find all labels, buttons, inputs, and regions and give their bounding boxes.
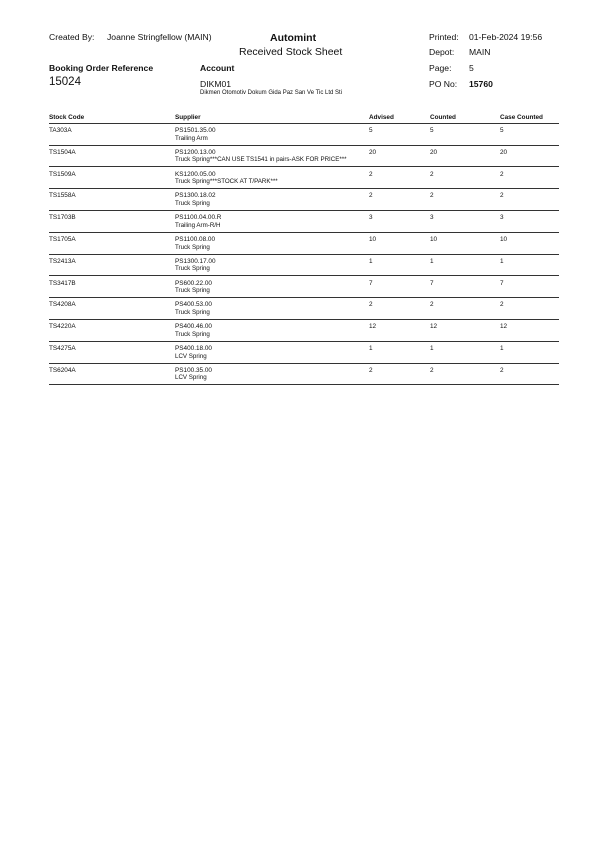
counted-cell: 10 (430, 236, 438, 243)
case-counted-cell: 2 (500, 170, 504, 178)
case-counted-cell: 5 (500, 127, 504, 134)
col-advised: Advised (369, 114, 394, 121)
page-label: Page: (429, 63, 452, 73)
booking-ref-value: 15024 (49, 76, 81, 88)
col-counted: Counted (430, 114, 456, 121)
case-counted-cell: 2 (500, 366, 504, 374)
description-cell: Truck Spring (175, 265, 210, 273)
stock-code-cell: TS1705A (49, 236, 76, 243)
account-name: Dikmen Otomotiv Dokum Gida Paz San Ve Tic Ltd Sti (200, 90, 343, 96)
stock-code-cell: TS1558A (49, 192, 76, 200)
case-counted-cell: 2 (500, 301, 504, 309)
created-by-label: Created By: (49, 32, 95, 42)
description-cell: Truck Spring (175, 287, 210, 295)
depot-value: MAIN (469, 47, 491, 57)
description-cell: Truck Spring (175, 330, 210, 338)
supplier-code-cell: PS1200.13.00 (175, 148, 216, 156)
account-label: Account (200, 63, 235, 73)
col-stock-code: Stock Code (49, 114, 85, 121)
description-cell: Truck Spring (175, 243, 210, 251)
advised-cell: 1 (369, 257, 373, 265)
po-label: PO No: (429, 79, 458, 89)
row-divider (49, 210, 559, 211)
printed-label: Printed: (429, 32, 459, 42)
description-cell: Truck Spring***STOCK AT T/PARK*** (175, 178, 278, 186)
advised-cell: 12 (369, 323, 377, 331)
advised-cell: 2 (369, 170, 373, 178)
row-divider (49, 297, 559, 298)
supplier-code-cell: KS1200.05.00 (175, 170, 216, 178)
supplier-code-cell: PS400.18.00 (175, 345, 212, 352)
header-divider (49, 123, 559, 124)
row-divider (49, 363, 559, 364)
stock-code-cell: TS3417B (49, 279, 76, 287)
case-counted-cell: 7 (500, 279, 504, 287)
row-divider (49, 166, 559, 167)
stock-code-cell: TS6204A (49, 366, 76, 374)
row-divider (49, 275, 559, 276)
supplier-code-cell: PS400.53.00 (175, 301, 212, 309)
printed-value: 01-Feb-2024 19:56 (469, 32, 543, 42)
counted-cell: 3 (430, 214, 434, 222)
company-name: Automint (270, 32, 317, 44)
stock-code-cell: TS4208A (49, 301, 76, 309)
counted-cell: 20 (430, 148, 438, 156)
description-cell: Truck Spring***CAN USE TS1541 in pairs-ASK FOR PRICE*** (175, 156, 347, 164)
description-cell: Truck Spring (175, 308, 210, 316)
case-counted-cell: 12 (500, 323, 508, 331)
row-divider (49, 188, 559, 189)
supplier-code-cell: PS600.22.00 (175, 279, 212, 287)
supplier-code-cell: PS1300.17.00 (175, 257, 216, 265)
case-counted-cell: 1 (500, 345, 504, 352)
supplier-code-cell: PS1100.04.00.R (175, 214, 222, 222)
stock-code-cell: TS2413A (49, 257, 76, 265)
counted-cell: 2 (430, 301, 434, 309)
supplier-code-cell: PS1100.08.00 (175, 236, 216, 243)
supplier-code-cell: PS100.35.00 (175, 366, 212, 374)
row-divider (49, 145, 559, 146)
supplier-code-cell: PS1501.35.00 (175, 127, 216, 134)
stock-code-cell: TS1509A (49, 170, 76, 178)
supplier-code-cell: PS400.46.00 (175, 323, 212, 331)
advised-cell: 7 (369, 279, 373, 287)
counted-cell: 2 (430, 366, 434, 374)
po-value: 15760 (469, 79, 493, 89)
case-counted-cell: 20 (500, 148, 508, 156)
advised-cell: 5 (369, 127, 373, 134)
advised-cell: 2 (369, 366, 373, 374)
case-counted-cell: 1 (500, 257, 504, 265)
col-case-counted: Case Counted (500, 114, 543, 121)
description-cell: Truck Spring (175, 199, 210, 207)
stock-code-cell: TS1703B (49, 214, 76, 222)
counted-cell: 12 (430, 323, 438, 331)
account-code: DIKM01 (200, 79, 232, 89)
advised-cell: 1 (369, 345, 373, 352)
advised-cell: 3 (369, 214, 373, 222)
stock-code-cell: TA303A (49, 127, 72, 134)
row-divider (49, 319, 559, 320)
row-divider (49, 232, 559, 233)
stock-code-cell: TS4275A (49, 345, 76, 352)
supplier-code-cell: PS1300.18.02 (175, 192, 216, 200)
stock-code-cell: TS4220A (49, 323, 76, 331)
col-supplier: Supplier (175, 114, 201, 121)
booking-ref-label: Booking Order Reference (49, 63, 154, 73)
counted-cell: 7 (430, 279, 434, 287)
counted-cell: 1 (430, 345, 434, 352)
row-divider (49, 341, 559, 342)
case-counted-cell: 10 (500, 236, 508, 243)
stock-code-cell: TS1504A (49, 148, 76, 156)
page-value: 5 (469, 63, 474, 73)
description-cell: Trailing Arm (175, 134, 208, 142)
case-counted-cell: 2 (500, 192, 504, 200)
description-cell: Trailing Arm-R/H (175, 221, 221, 229)
advised-cell: 10 (369, 236, 377, 243)
counted-cell: 5 (430, 127, 434, 134)
advised-cell: 2 (369, 301, 373, 309)
counted-cell: 2 (430, 192, 434, 200)
description-cell: LCV Spring (175, 352, 207, 360)
case-counted-cell: 3 (500, 214, 504, 222)
created-by-value: Joanne Stringfellow (MAIN) (107, 32, 212, 42)
counted-cell: 2 (430, 170, 434, 178)
row-divider (49, 254, 559, 255)
row-divider (49, 384, 559, 385)
depot-label: Depot: (429, 47, 455, 57)
description-cell: LCV Spring (175, 374, 207, 382)
advised-cell: 2 (369, 192, 373, 200)
counted-cell: 1 (430, 257, 434, 265)
sheet-title: Received Stock Sheet (239, 46, 343, 58)
advised-cell: 20 (369, 148, 377, 156)
